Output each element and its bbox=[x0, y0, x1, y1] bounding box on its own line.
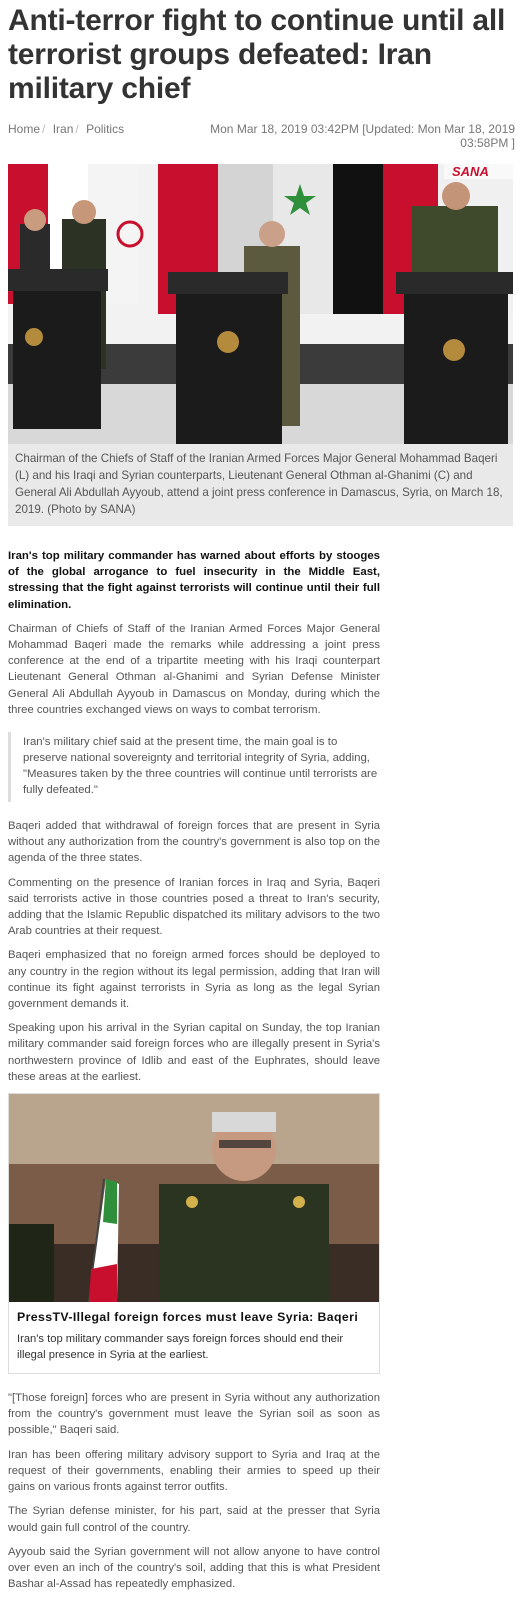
paragraph: Speaking upon his arrival in the Syrian capital on Sunday, the top Iranian military commander said foreign forces who are illegally present in Syria's northwestern province of Idlib and east of the Euphrates, should leave these areas at the earliest. bbox=[8, 1022, 380, 1083]
breadcrumb-iran[interactable]: Iran bbox=[52, 122, 74, 136]
related-article-description: Iran's top military commander says foreign forces should end their illegal presence in Syria at the earliest. bbox=[17, 1333, 344, 1361]
paragraph: Baqeri emphasized that no foreign armed forces should be deployed to any country in the region without its legal permission, adding that Iran will continue its fight against terrorists in Syria as long as the legal Syrian government demands it. bbox=[8, 949, 380, 1011]
lead-paragraph: Iran's top military commander has warned about efforts by stooges of the global arrogance to fuel insecurity in the Middle East, stressing that the fight against terrorists will continue until their full elimination. bbox=[8, 550, 380, 611]
publish-date: Mon Mar 18, 2019 03:42PM [Updated: Mon Mar 18, 2019 03:58PM ] bbox=[210, 122, 515, 150]
breadcrumb bbox=[8, 122, 124, 136]
article-meta bbox=[8, 122, 515, 158]
commander-portrait bbox=[9, 1094, 379, 1302]
article-title: Anti-terror fight to continue until all terrorist groups defeated: Iran military chief bbox=[8, 4, 506, 105]
paragraph: Iran has been offering military advisory support to Syria and Iraq at the request of their governments, enabling their armies to speed up their gains on various fronts against terror outfits. bbox=[8, 1448, 380, 1494]
paragraph: Commenting on the presence of Iranian forces in Iraq and Syria, Baqeri said terrorists active in those countries posed a threat to Iran's security, adding that the Islamic Republic dispatched its military advisors to the two Arab countries at their request. bbox=[8, 876, 380, 938]
breadcrumb-separator: / bbox=[42, 122, 46, 136]
quote-block: Iran's military chief said at the present time, the main goal is to preserve national sovereignty and territorial integrity of Syria, adding, "Measures taken by the three countries will continue until terrorists are fully defeated." bbox=[8, 732, 380, 802]
related-article-card[interactable] bbox=[8, 1093, 380, 1374]
breadcrumb-politics[interactable]: Politics bbox=[86, 122, 125, 136]
paragraph: Chairman of Chiefs of Staff of the Iranian Armed Forces Major General Mohammad Baqeri made the remarks while addressing a joint press conference at the end of a tripartite meeting with his Iraqi counterpart Lieutenant General Othman al-Ghanimi and Syrian Defense Minister General Ali Abdullah Ayyoub in Damascus on Monday, during which the three countries exchanged views on ways to combat terrorism. bbox=[8, 622, 380, 716]
related-article-image bbox=[9, 1094, 379, 1302]
hero-image bbox=[8, 164, 513, 444]
paragraph: Baqeri added that withdrawal of foreign forces that are present in Syria without any authorization from the country's government is also top on the agenda of the three states. bbox=[8, 820, 380, 865]
article-page bbox=[0, 4, 523, 1592]
breadcrumb-home[interactable]: Home bbox=[8, 122, 41, 136]
sana-logo: SANA bbox=[452, 164, 489, 179]
paragraph: "[Those foreign] forces who are present in Syria without any authorization from the country's government must leave the Syrian soil as soon as possible," Baqeri said. bbox=[8, 1392, 380, 1437]
paragraph: The Syrian defense minister, for his part, said at the presser that Syria would gain full control of the country. bbox=[8, 1505, 380, 1534]
paragraph: Ayyoub said the Syrian government will not allow anyone to have control over even an inch of the country's soil, adding that this is what President Bashar al-Assad has repeatedly emphasized. bbox=[8, 1545, 380, 1591]
article-body bbox=[8, 548, 380, 1592]
breadcrumb-separator: / bbox=[75, 122, 79, 136]
hero-caption: Chairman of the Chiefs of Staff of the Iranian Armed Forces Major General Mohammad Baqeri (L) and his Iraqi and Syrian counterparts, Lieutenant General Othman al-Ghanimi (C) and General Ali Abdullah Ayyoub, attend a joint press conference in Damascus, Syria, on March 18, 2019. (Photo by SANA) bbox=[8, 444, 513, 526]
related-article-title[interactable]: PressTV-Illegal foreign forces must leave Syria: Baqeri bbox=[17, 1310, 359, 1325]
related-article-body bbox=[9, 1302, 379, 1373]
press-conference-photo bbox=[8, 164, 513, 444]
